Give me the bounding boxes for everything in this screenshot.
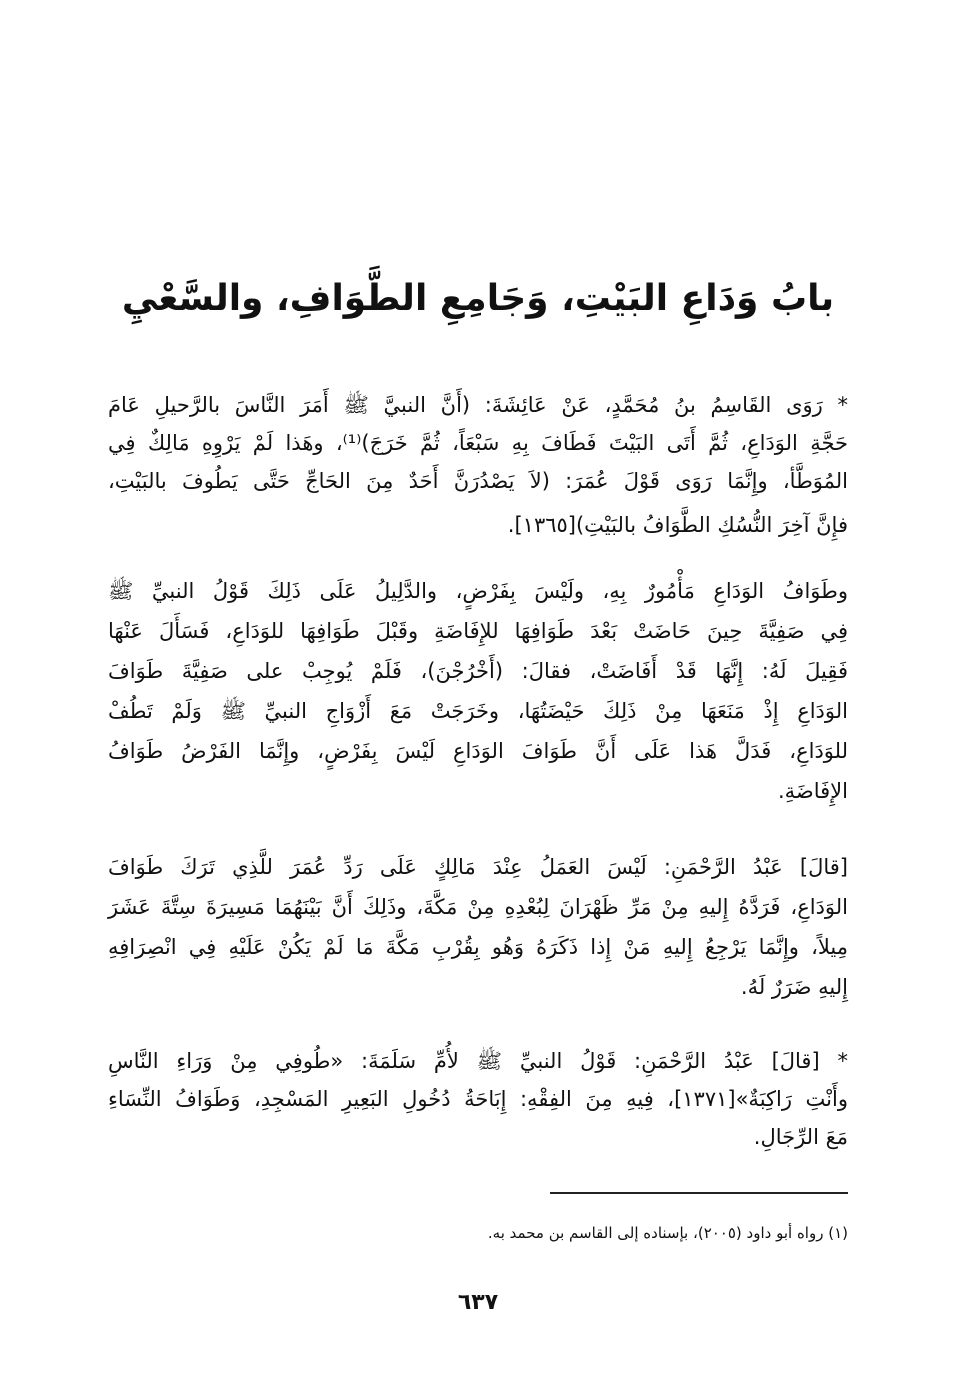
chapter-title: بابُ وَدَاعِ البَيْتِ، وَجَامِعِ الطَّوَافِ، والسَّعْيِ [121,278,835,319]
paragraph-2-line: الإِفَاضَةِ. [777,779,848,803]
paragraph-2-line: للوَدَاعِ، فَدَلَّ هَذا عَلَى أَنَّ طَوَافَ الوَدَاعِ لَيْسَ بِفَرْضٍ، وإِنَّمَا الفَرْضُ طَوَافُ [108,739,848,763]
paragraph-3-line: الوَدَاعِ، فَرَدَّهُ إِليهِ مِنْ مَرِّ ظَهْرَانَ لِبُعْدِهِ مِنْ مَكَّةَ، وذَلِكَ أَنَّ بَيْنَهُمَا مَسِيرَةَ سِتَّةَ عَشَرَ [108,895,848,919]
paragraph-2-line: الوَدَاعِ إِذْ مَنَعَهَا مِنْ ذَلِكَ حَيْضَتُهَا، وخَرَجَتْ مَعَ أَزْوَاجِ النبيِّ ﷺ وَلَمْ تَطُفْ [108,699,848,723]
paragraph-3-line: [قالَ] عَبْدُ الرَّحْمَنِ: لَيْسَ العَمَلُ عِنْدَ مَالِكٍ عَلَى رَدِّ عُمَرَ للَّذِي تَرَكَ طَوَافَ [108,855,848,879]
paragraph-1-line: حَجَّةِ الوَدَاعِ، ثُمَّ أَتَى البَيْتَ فَطَافَ بِهِ سَبْعَاً، ثُمَّ خَرَجَ)⁽¹⁾، وهَذا لَمْ يَرْوِهِ مَالِكٌ فِي [108,431,848,455]
paragraph-4-line: مَعَ الرِّجَالِ. [753,1125,848,1149]
paragraph-1-line: المُوَطَّأ، وإِنَّمَا رَوَى قَوْلَ عُمَرَ: (لاَ يَصْدُرَنَّ أَحَدٌ مِنَ الحَاجِّ حَتَّى يَطُوفَ بالبَيْتِ، [108,469,848,493]
paragraph-2-line: فَقِيلَ لَهُ: إِنَّهَا قَدْ أَفَاضَتْ، فقالَ: (أَخْرُجْنَ)، فَلَمْ يُوجِبْ على صَفِيَّةَ طَوَافَ [108,659,848,683]
paragraph-4-line: * [قالَ] عَبْدُ الرَّحْمَنِ: قَوْلُ النبيِّ ﷺ لأُمِّ سَلَمَةَ: «طُوفِي مِنْ وَرَاءِ النَّاسِ [108,1049,848,1073]
paragraph-3-line: إِليهِ ضَرَرٌ لَهُ. [740,975,848,999]
paragraph-4-line: وأَنْتِ رَاكِبَةٌ»[١٣٧١]، فِيهِ مِنَ الفِقْهِ: إِبَاحَةُ دُخُولِ البَعِيرِ المَسْجِدِ، وَطَوَافُ النِّسَاءِ [108,1087,848,1111]
footnote: (١) رواه أبو داود (٢٠٠٥)، بإسناده إلى القاسم بن محمد به. [487,1224,848,1242]
footnote-divider [550,1192,848,1194]
page-number: ٦٣٧ [457,1290,499,1315]
paragraph-3-line: مِيلاً، وإِنَّمَا يَرْجِعُ إِليهِ مَنْ إِذا ذَكَرَهُ وَهُو بِقُرْبِ مَكَّةَ مَا لَمْ يَكُنْ عَلَيْهِ فِي انْصِرَافِهِ [108,935,848,959]
paragraph-2-line: وطَوَافُ الوَدَاعِ مَأْمُورٌ بِهِ، ولَيْسَ بِفَرْضٍ، والدَّلِيلُ عَلَى ذَلِكَ قَوْلُ النبيِّ ﷺ [108,579,848,603]
paragraph-1-line: فإِنَّ آخِرَ النُّسُكِ الطَّوَافُ بالبَيْتِ)[١٣٦٥]. [507,513,848,537]
paragraph-2-line: فِي صَفِيَّةَ حِينَ حَاضَتْ بَعْدَ طَوَافِهَا للإِفَاضَةِ وقَبْلَ طَوَافِهَا للوَدَاعِ، فَسَأَلَ عَنْهَا [108,619,848,643]
paragraph-1-line: * رَوَى القَاسِمُ بنُ مُحَمَّدٍ، عَنْ عَائِشَةَ: (أَنَّ النبيَّ ﷺ أَمَرَ النَّاسَ بالرَّحيلِ عَامَ [108,393,848,417]
